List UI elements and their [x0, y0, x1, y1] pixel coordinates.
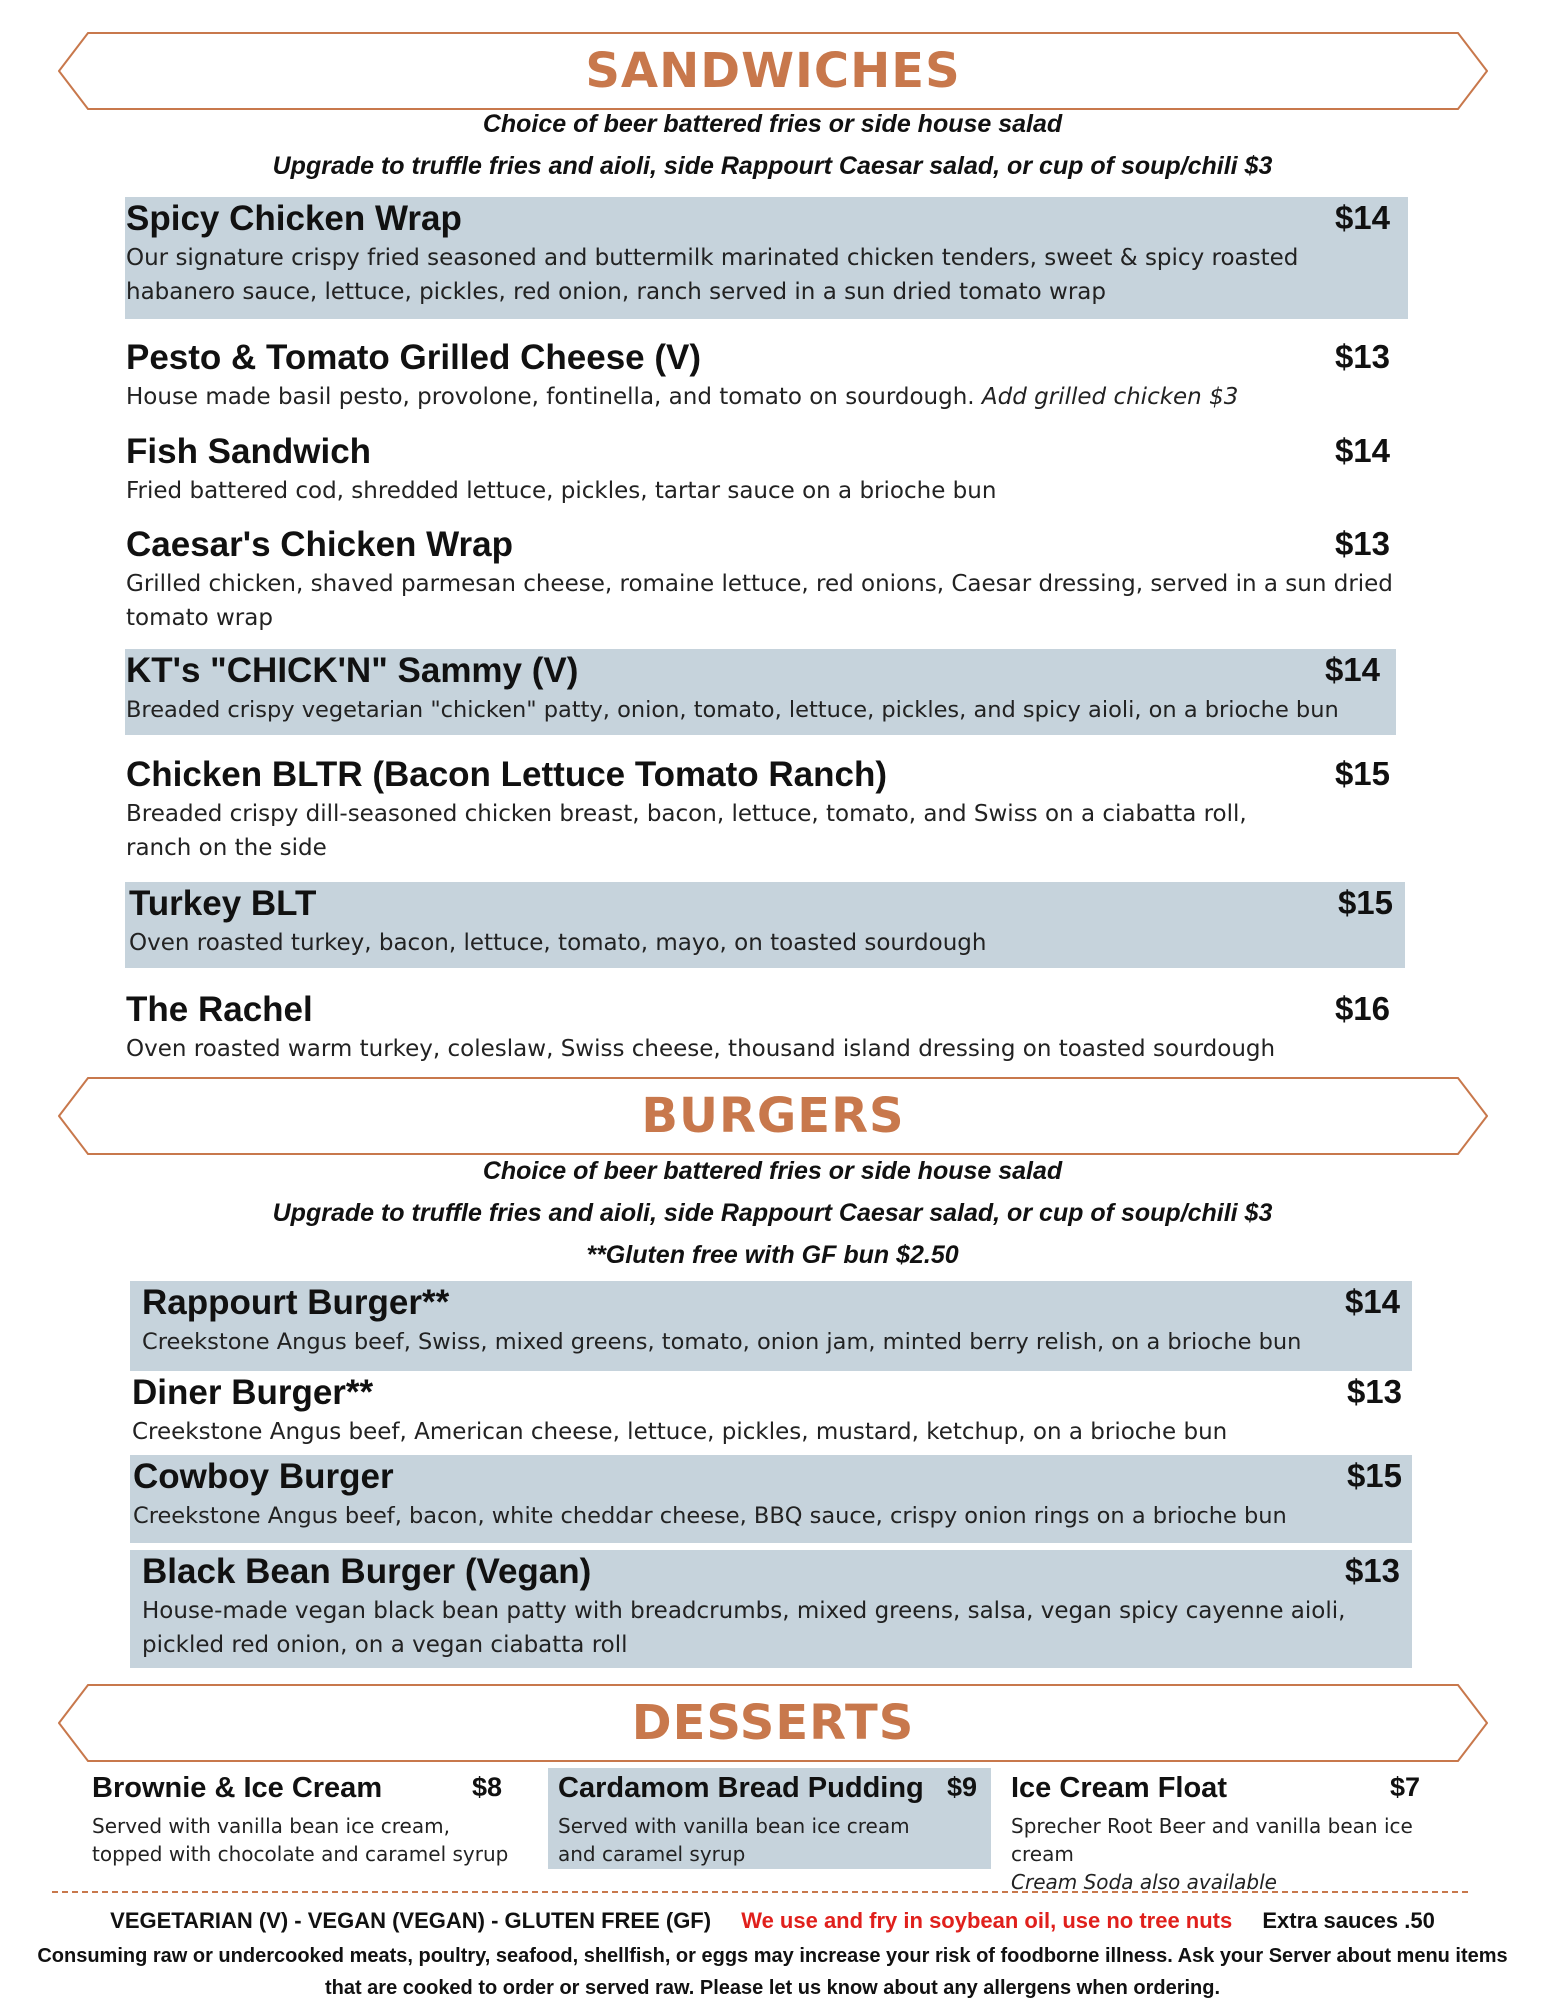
item-price: $14: [1334, 199, 1390, 236]
food-safety-disclaimer: Consuming raw or undercooked meats, poultry, seafood, shellfish, or eggs may increase your risk of foodborne illness. Ask your Server about menu items that are cooked to order or served raw. Please let us know about any allergens when ordering.: [37, 1945, 1508, 1999]
menu-item: [130, 1281, 1412, 1371]
item-price: $13: [1334, 525, 1390, 562]
item-name: Rappourt Burger**: [142, 1283, 450, 1322]
menu-item: [125, 882, 1405, 968]
item-name: Pesto & Tomato Grilled Cheese (V): [126, 338, 702, 377]
item-description: Creekstone Angus beef, bacon, white cheddar cheese, BBQ sauce, crispy onion rings on a brioche bun: [133, 1503, 1287, 1529]
menu-item: [125, 430, 1408, 510]
divider: [52, 1891, 1468, 1893]
item-price: $7: [1390, 1772, 1421, 1802]
menu-item: [125, 523, 1408, 635]
extra-sauces: Extra sauces .50: [1262, 1908, 1435, 1933]
sandwiches-note-upgrade: Upgrade to truffle fries and aioli, side Rappourt Caesar salad, or cup of soup/chili $3: [272, 152, 1273, 180]
item-price: $14: [1334, 432, 1390, 469]
item-description: Sprecher Root Beer and vanilla bean ice cream Cream Soda also available: [1011, 1812, 1473, 1896]
item-price: $14: [1324, 651, 1380, 688]
item-name: Chicken BLTR (Bacon Lettuce Tomato Ranch): [126, 755, 887, 794]
item-description: Grilled chicken, shaved parmesan cheese, romaine lettuce, red onions, Caesar dressing, served in a sun dried tomato wrap: [126, 571, 1393, 631]
item-name: Spicy Chicken Wrap: [126, 199, 462, 238]
item-price: $9: [946, 1772, 977, 1802]
oil-notice: We use and fry in soybean oil, use no tree nuts: [741, 1908, 1233, 1933]
menu-item: [130, 1455, 1412, 1543]
menu-item: [125, 336, 1408, 416]
item-add-on: Add grilled chicken $3: [981, 384, 1239, 410]
item-name: Cowboy Burger: [133, 1457, 394, 1496]
dessert-item: [548, 1768, 991, 1869]
item-name: Brownie & Ice Cream: [92, 1772, 383, 1804]
item-description: Oven roasted turkey, bacon, lettuce, tomato, mayo, on toasted sourdough: [129, 930, 987, 956]
item-description: Creekstone Angus beef, American cheese, lettuce, pickles, mustard, ketchup, on a brioche bun: [132, 1419, 1228, 1445]
item-name: Black Bean Burger (Vegan): [142, 1552, 592, 1591]
menu-item: [125, 197, 1408, 319]
item-price: $8: [472, 1772, 503, 1802]
item-description: House made basil pesto, provolone, fontinella, and tomato on sourdough. Add grilled chicken $3: [126, 384, 1239, 410]
item-price: $14: [1344, 1283, 1400, 1320]
item-description: Served with vanilla bean ice cream, topped with chocolate and caramel syrup: [92, 1814, 509, 1866]
item-price: $15: [1346, 1457, 1402, 1494]
sandwiches-banner: [58, 32, 1488, 110]
sandwiches-note-sides: Choice of beer battered fries or side house salad: [482, 110, 1063, 138]
item-price: $15: [1334, 755, 1390, 792]
item-price: $15: [1337, 884, 1393, 921]
item-name: Diner Burger**: [132, 1373, 374, 1412]
section-title: SANDWICHES: [585, 43, 961, 99]
dessert-item: [82, 1768, 522, 1878]
item-name: Ice Cream Float: [1011, 1772, 1227, 1804]
item-description: Creekstone Angus beef, Swiss, mixed greens, tomato, onion jam, minted berry relish, on a brioche bun: [142, 1329, 1302, 1355]
section-title: BURGERS: [641, 1088, 905, 1144]
item-price: $13: [1344, 1552, 1400, 1589]
item-name: Turkey BLT: [129, 884, 317, 923]
menu-item: [125, 988, 1408, 1068]
item-description: Fried battered cod, shredded lettuce, pickles, tartar sauce on a brioche bun: [126, 478, 997, 504]
item-description: Breaded crispy vegetarian "chicken" patty, onion, tomato, lettuce, pickles, and spicy aioli, on a brioche bun: [126, 697, 1339, 723]
item-name: Cardamom Bread Pudding: [558, 1772, 924, 1804]
item-name: The Rachel: [126, 990, 313, 1029]
menu-item: [125, 649, 1396, 735]
item-description: Our signature crispy fried seasoned and buttermilk marinated chicken tenders, sweet & spicy roasted habanero sauce, lettuce, pickles, red onion, ranch served in a sun dried tomato wrap: [126, 245, 1299, 305]
item-price: $13: [1334, 338, 1390, 375]
item-description: Breaded crispy dill-seasoned chicken breast, bacon, lettuce, tomato, and Swiss on a ciabatta roll, ranch on the side: [126, 801, 1247, 861]
desserts-banner: [58, 1684, 1488, 1762]
item-price: $16: [1334, 990, 1390, 1027]
menu-item: [125, 753, 1408, 865]
dessert-item: [1003, 1768, 1473, 1894]
item-description: House-made vegan black bean patty with breadcrumbs, mixed greens, salsa, vegan spicy cayenne aioli, pickled red onion, on a vegan ciabatta roll: [142, 1598, 1346, 1658]
item-name: KT's "CHICK'N" Sammy (V): [126, 651, 579, 690]
menu-item: [130, 1550, 1412, 1668]
legend-text: VEGETARIAN (V) - VEGAN (VEGAN) - GLUTEN FREE (GF): [110, 1908, 712, 1933]
item-name: Fish Sandwich: [126, 432, 372, 471]
item-note: Cream Soda also available: [1011, 1870, 1277, 1894]
item-price: $13: [1346, 1373, 1402, 1410]
item-description: Served with vanilla bean ice cream and caramel syrup: [558, 1814, 910, 1866]
burgers-note-gluten-free: **Gluten free with GF bun $2.50: [586, 1241, 959, 1269]
menu-item: [130, 1371, 1412, 1453]
item-description: Oven roasted warm turkey, coleslaw, Swiss cheese, thousand island dressing on toasted sourdough: [126, 1036, 1276, 1062]
section-title: DESSERTS: [631, 1695, 915, 1751]
burgers-note-upgrade: Upgrade to truffle fries and aioli, side Rappourt Caesar salad, or cup of soup/chili $3: [272, 1199, 1273, 1227]
burgers-banner: [58, 1077, 1488, 1155]
item-name: Caesar's Chicken Wrap: [126, 525, 514, 564]
dietary-legend: [0, 1908, 1545, 1934]
burgers-note-sides: Choice of beer battered fries or side house salad: [482, 1157, 1063, 1185]
